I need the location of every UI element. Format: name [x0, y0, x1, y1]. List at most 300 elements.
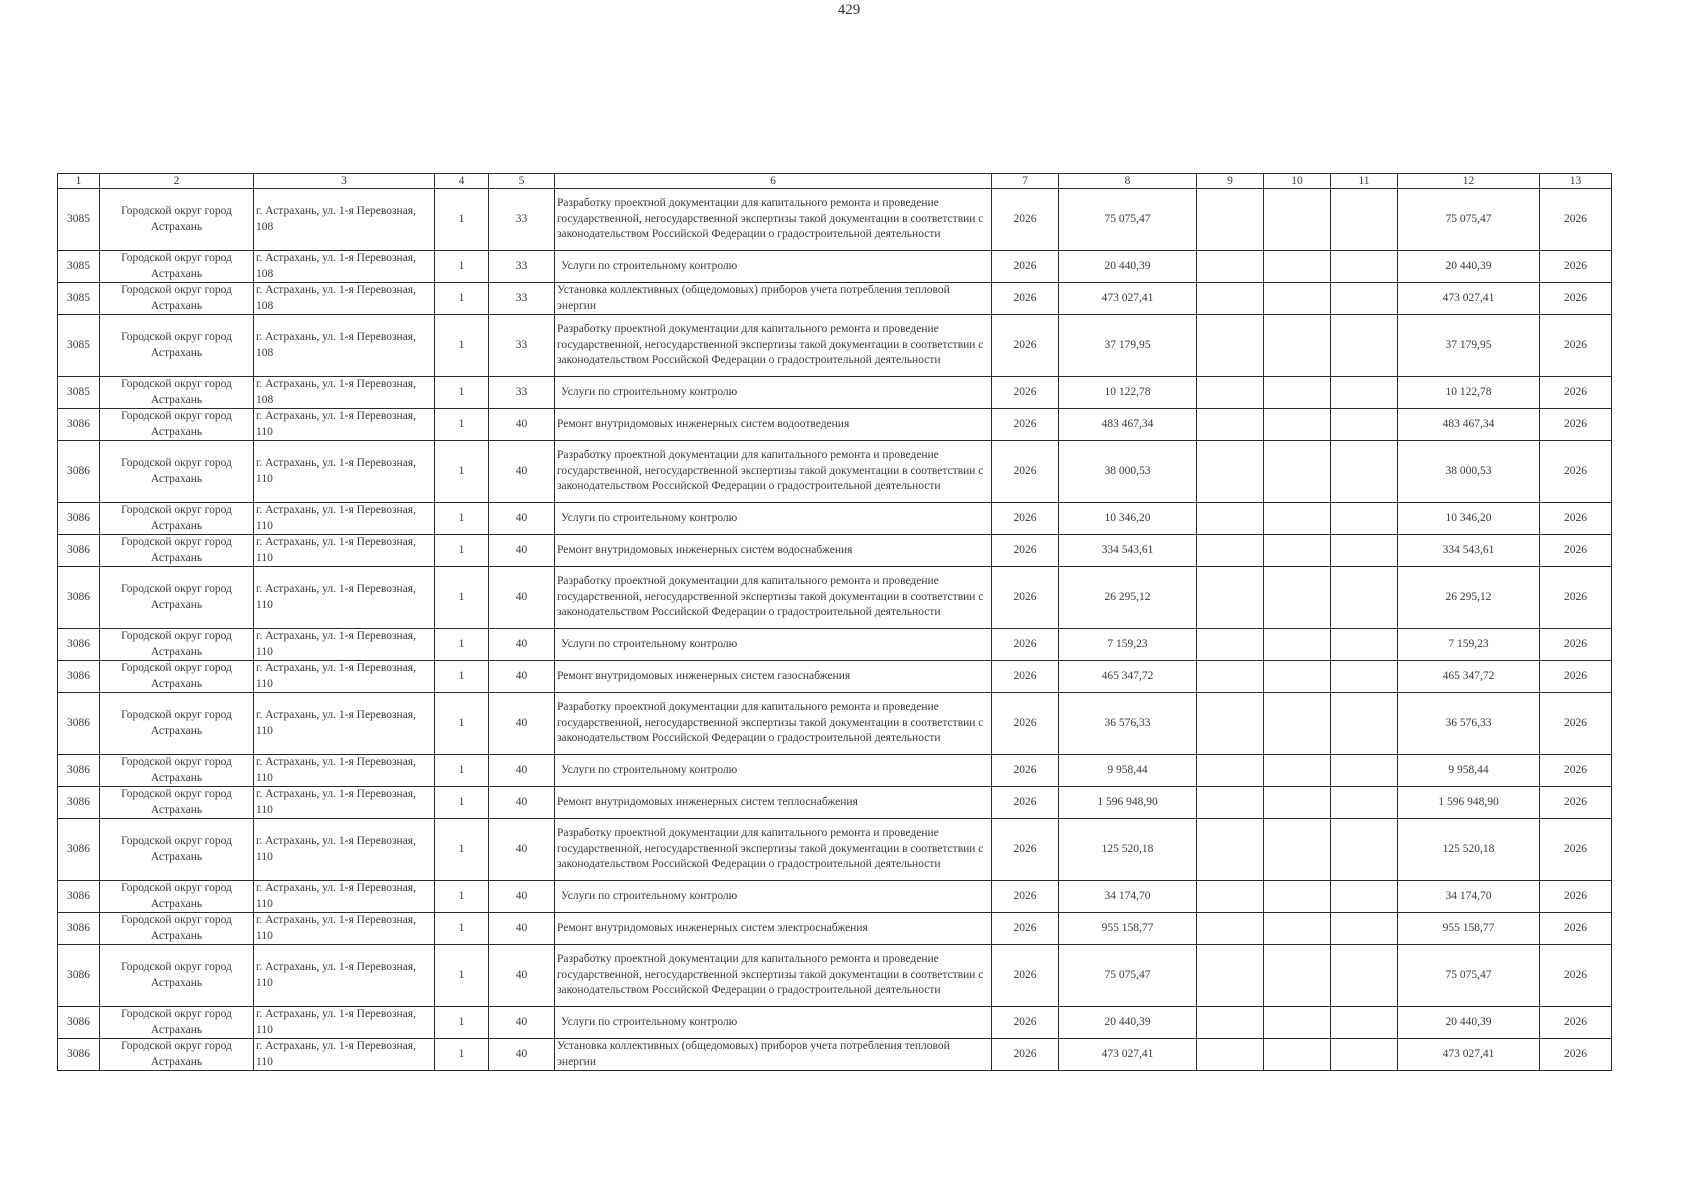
col5-cell: 40 — [489, 409, 555, 441]
col4-cell: 1 — [435, 189, 489, 251]
address-cell: г. Астрахань, ул. 1-я Перевозная, 110 — [254, 629, 435, 661]
work-type-cell: Разработку проектной документации для капитального ремонта и проведение государственной, негосударственной экспертизы такой документации в соответствии с законодательством Российской Федерации о градостроительной деятельности — [555, 189, 992, 251]
municipality-cell: Городской округ город Астрахань — [100, 315, 254, 377]
year-cell: 2026 — [992, 881, 1059, 913]
work-type-cell: Установка коллективных (общедомовых) приборов учета потребления тепловой энергии — [555, 1039, 992, 1071]
year-end-cell: 2026 — [1540, 441, 1612, 503]
year-cell: 2026 — [992, 755, 1059, 787]
work-type-cell: Услуги по строительному контролю — [555, 881, 992, 913]
col4-cell: 1 — [435, 1007, 489, 1039]
cost-cell: 38 000,53 — [1059, 441, 1197, 503]
total-cell: 36 576,33 — [1398, 693, 1540, 755]
row-id-cell: 3086 — [58, 661, 100, 693]
year-cell: 2026 — [992, 251, 1059, 283]
col10-cell — [1264, 629, 1331, 661]
col9-cell — [1197, 819, 1264, 881]
address-cell: г. Астрахань, ул. 1-я Перевозная, 110 — [254, 755, 435, 787]
row-id-cell: 3086 — [58, 693, 100, 755]
year-end-cell: 2026 — [1540, 189, 1612, 251]
column-header: 4 — [435, 174, 489, 189]
col5-cell: 40 — [489, 661, 555, 693]
work-type-cell: Разработку проектной документации для капитального ремонта и проведение государственной, негосударственной экспертизы такой документации в соответствии с законодательством Российской Федерации о градостроительной деятельности — [555, 945, 992, 1007]
table-row — [58, 251, 1612, 283]
year-end-cell: 2026 — [1540, 629, 1612, 661]
row-id-cell: 3086 — [58, 629, 100, 661]
municipality-cell: Городской округ город Астрахань — [100, 913, 254, 945]
col11-cell — [1331, 1039, 1398, 1071]
col9-cell — [1197, 315, 1264, 377]
col4-cell: 1 — [435, 503, 489, 535]
address-cell: г. Астрахань, ул. 1-я Перевозная, 108 — [254, 251, 435, 283]
col11-cell — [1331, 661, 1398, 693]
col5-cell: 40 — [489, 881, 555, 913]
total-cell: 483 467,34 — [1398, 409, 1540, 441]
municipality-cell: Городской округ город Астрахань — [100, 503, 254, 535]
column-header: 5 — [489, 174, 555, 189]
col10-cell — [1264, 1039, 1331, 1071]
year-end-cell: 2026 — [1540, 409, 1612, 441]
municipality-cell: Городской округ город Астрахань — [100, 283, 254, 315]
total-cell: 125 520,18 — [1398, 819, 1540, 881]
col9-cell — [1197, 881, 1264, 913]
total-cell: 37 179,95 — [1398, 315, 1540, 377]
year-end-cell: 2026 — [1540, 251, 1612, 283]
municipality-cell: Городской округ город Астрахань — [100, 1007, 254, 1039]
cost-cell: 36 576,33 — [1059, 693, 1197, 755]
work-type-cell: Разработку проектной документации для капитального ремонта и проведение государственной, негосударственной экспертизы такой документации в соответствии с законодательством Российской Федерации о градостроительной деятельности — [555, 693, 992, 755]
row-id-cell: 3086 — [58, 535, 100, 567]
address-cell: г. Астрахань, ул. 1-я Перевозная, 110 — [254, 881, 435, 913]
year-cell: 2026 — [992, 315, 1059, 377]
col11-cell — [1331, 881, 1398, 913]
year-end-cell: 2026 — [1540, 283, 1612, 315]
year-end-cell: 2026 — [1540, 661, 1612, 693]
col4-cell: 1 — [435, 535, 489, 567]
column-header: 11 — [1331, 174, 1398, 189]
year-cell: 2026 — [992, 1007, 1059, 1039]
col10-cell — [1264, 283, 1331, 315]
address-cell: г. Астрахань, ул. 1-я Перевозная, 110 — [254, 819, 435, 881]
col4-cell: 1 — [435, 409, 489, 441]
work-type-cell: Услуги по строительному контролю — [555, 755, 992, 787]
col10-cell — [1264, 315, 1331, 377]
cost-cell: 955 158,77 — [1059, 913, 1197, 945]
col9-cell — [1197, 251, 1264, 283]
col5-cell: 40 — [489, 819, 555, 881]
table-body — [58, 189, 1612, 1071]
col5-cell: 40 — [489, 787, 555, 819]
col5-cell: 33 — [489, 315, 555, 377]
col11-cell — [1331, 441, 1398, 503]
total-cell: 955 158,77 — [1398, 913, 1540, 945]
year-end-cell: 2026 — [1540, 315, 1612, 377]
year-cell: 2026 — [992, 1039, 1059, 1071]
municipality-cell: Городской округ город Астрахань — [100, 881, 254, 913]
col5-cell: 40 — [489, 913, 555, 945]
work-type-cell: Ремонт внутридомовых инженерных систем водоотведения — [555, 409, 992, 441]
year-cell: 2026 — [992, 503, 1059, 535]
total-cell: 465 347,72 — [1398, 661, 1540, 693]
row-id-cell: 3086 — [58, 1007, 100, 1039]
total-cell: 10 346,20 — [1398, 503, 1540, 535]
column-header: 10 — [1264, 174, 1331, 189]
col9-cell — [1197, 661, 1264, 693]
table-row — [58, 755, 1612, 787]
cost-cell: 465 347,72 — [1059, 661, 1197, 693]
cost-cell: 75 075,47 — [1059, 945, 1197, 1007]
municipality-cell: Городской округ город Астрахань — [100, 693, 254, 755]
col4-cell: 1 — [435, 377, 489, 409]
municipality-cell: Городской округ город Астрахань — [100, 945, 254, 1007]
year-cell: 2026 — [992, 441, 1059, 503]
col11-cell — [1331, 755, 1398, 787]
address-cell: г. Астрахань, ул. 1-я Перевозная, 110 — [254, 567, 435, 629]
year-end-cell: 2026 — [1540, 1039, 1612, 1071]
work-type-cell: Разработку проектной документации для капитального ремонта и проведение государственной, негосударственной экспертизы такой документации в соответствии с законодательством Российской Федерации о градостроительной деятельности — [555, 441, 992, 503]
total-cell: 20 440,39 — [1398, 1007, 1540, 1039]
address-cell: г. Астрахань, ул. 1-я Перевозная, 108 — [254, 315, 435, 377]
cost-cell: 10 122,78 — [1059, 377, 1197, 409]
col9-cell — [1197, 535, 1264, 567]
total-cell: 20 440,39 — [1398, 251, 1540, 283]
col10-cell — [1264, 503, 1331, 535]
table-row — [58, 693, 1612, 755]
year-cell: 2026 — [992, 945, 1059, 1007]
row-id-cell: 3086 — [58, 441, 100, 503]
row-id-cell: 3086 — [58, 819, 100, 881]
table-row — [58, 1007, 1612, 1039]
cost-cell: 20 440,39 — [1059, 251, 1197, 283]
total-cell: 473 027,41 — [1398, 283, 1540, 315]
col4-cell: 1 — [435, 913, 489, 945]
col9-cell — [1197, 409, 1264, 441]
col10-cell — [1264, 251, 1331, 283]
cost-cell: 26 295,12 — [1059, 567, 1197, 629]
col9-cell — [1197, 629, 1264, 661]
col9-cell — [1197, 755, 1264, 787]
col11-cell — [1331, 945, 1398, 1007]
col10-cell — [1264, 755, 1331, 787]
cost-cell: 7 159,23 — [1059, 629, 1197, 661]
col4-cell: 1 — [435, 1039, 489, 1071]
address-cell: г. Астрахань, ул. 1-я Перевозная, 108 — [254, 283, 435, 315]
year-cell: 2026 — [992, 629, 1059, 661]
col9-cell — [1197, 567, 1264, 629]
address-cell: г. Астрахань, ул. 1-я Перевозная, 110 — [254, 913, 435, 945]
col11-cell — [1331, 693, 1398, 755]
row-id-cell: 3086 — [58, 409, 100, 441]
col11-cell — [1331, 409, 1398, 441]
table-row — [58, 661, 1612, 693]
year-end-cell: 2026 — [1540, 377, 1612, 409]
row-id-cell: 3085 — [58, 251, 100, 283]
row-id-cell: 3086 — [58, 755, 100, 787]
col5-cell: 40 — [489, 693, 555, 755]
col5-cell: 40 — [489, 1039, 555, 1071]
year-cell: 2026 — [992, 693, 1059, 755]
work-type-cell: Ремонт внутридомовых инженерных систем электроснабжения — [555, 913, 992, 945]
column-header: 8 — [1059, 174, 1197, 189]
address-cell: г. Астрахань, ул. 1-я Перевозная, 110 — [254, 503, 435, 535]
col5-cell: 40 — [489, 1007, 555, 1039]
col9-cell — [1197, 441, 1264, 503]
col11-cell — [1331, 503, 1398, 535]
col11-cell — [1331, 567, 1398, 629]
year-cell: 2026 — [992, 567, 1059, 629]
row-id-cell: 3085 — [58, 283, 100, 315]
col5-cell: 33 — [489, 283, 555, 315]
col4-cell: 1 — [435, 661, 489, 693]
row-id-cell: 3085 — [58, 315, 100, 377]
col4-cell: 1 — [435, 755, 489, 787]
work-type-cell: Разработку проектной документации для капитального ремонта и проведение государственной, негосударственной экспертизы такой документации в соответствии с законодательством Российской Федерации о градостроительной деятельности — [555, 567, 992, 629]
year-cell: 2026 — [992, 409, 1059, 441]
col11-cell — [1331, 629, 1398, 661]
address-cell: г. Астрахань, ул. 1-я Перевозная, 110 — [254, 787, 435, 819]
total-cell: 34 174,70 — [1398, 881, 1540, 913]
year-cell: 2026 — [992, 819, 1059, 881]
row-id-cell: 3086 — [58, 567, 100, 629]
address-cell: г. Астрахань, ул. 1-я Перевозная, 108 — [254, 377, 435, 409]
table-row — [58, 881, 1612, 913]
table-row — [58, 503, 1612, 535]
cost-cell: 10 346,20 — [1059, 503, 1197, 535]
col4-cell: 1 — [435, 283, 489, 315]
total-cell: 75 075,47 — [1398, 189, 1540, 251]
col4-cell: 1 — [435, 567, 489, 629]
address-cell: г. Астрахань, ул. 1-я Перевозная, 110 — [254, 1007, 435, 1039]
row-id-cell: 3086 — [58, 913, 100, 945]
col4-cell: 1 — [435, 629, 489, 661]
municipality-cell: Городской округ город Астрахань — [100, 1039, 254, 1071]
register-table — [57, 173, 1612, 1071]
year-end-cell: 2026 — [1540, 945, 1612, 1007]
col10-cell — [1264, 409, 1331, 441]
year-end-cell: 2026 — [1540, 503, 1612, 535]
address-cell: г. Астрахань, ул. 1-я Перевозная, 110 — [254, 945, 435, 1007]
cost-cell: 1 596 948,90 — [1059, 787, 1197, 819]
work-type-cell: Услуги по строительному контролю — [555, 377, 992, 409]
col11-cell — [1331, 189, 1398, 251]
address-cell: г. Астрахань, ул. 1-я Перевозная, 108 — [254, 189, 435, 251]
col4-cell: 1 — [435, 881, 489, 913]
col5-cell: 33 — [489, 377, 555, 409]
page-number: 429 — [837, 2, 861, 18]
table-row — [58, 567, 1612, 629]
col11-cell — [1331, 251, 1398, 283]
header-row — [58, 174, 1612, 189]
col9-cell — [1197, 787, 1264, 819]
total-cell: 75 075,47 — [1398, 945, 1540, 1007]
col10-cell — [1264, 819, 1331, 881]
col5-cell: 40 — [489, 567, 555, 629]
col9-cell — [1197, 1039, 1264, 1071]
year-cell: 2026 — [992, 535, 1059, 567]
year-end-cell: 2026 — [1540, 819, 1612, 881]
row-id-cell: 3086 — [58, 1039, 100, 1071]
col10-cell — [1264, 693, 1331, 755]
column-header: 9 — [1197, 174, 1264, 189]
col5-cell: 40 — [489, 629, 555, 661]
col4-cell: 1 — [435, 315, 489, 377]
col4-cell: 1 — [435, 787, 489, 819]
cost-cell: 37 179,95 — [1059, 315, 1197, 377]
cost-cell: 20 440,39 — [1059, 1007, 1197, 1039]
municipality-cell: Городской округ город Астрахань — [100, 567, 254, 629]
total-cell: 38 000,53 — [1398, 441, 1540, 503]
col4-cell: 1 — [435, 693, 489, 755]
cost-cell: 473 027,41 — [1059, 283, 1197, 315]
col10-cell — [1264, 881, 1331, 913]
municipality-cell: Городской округ город Астрахань — [100, 629, 254, 661]
col5-cell: 40 — [489, 755, 555, 787]
table-row — [58, 629, 1612, 661]
municipality-cell: Городской округ город Астрахань — [100, 189, 254, 251]
table-row — [58, 1039, 1612, 1071]
year-end-cell: 2026 — [1540, 535, 1612, 567]
row-id-cell: 3085 — [58, 189, 100, 251]
column-header: 12 — [1398, 174, 1540, 189]
col9-cell — [1197, 693, 1264, 755]
work-type-cell: Разработку проектной документации для капитального ремонта и проведение государственной, негосударственной экспертизы такой документации в соответствии с законодательством Российской Федерации о градостроительной деятельности — [555, 315, 992, 377]
col9-cell — [1197, 377, 1264, 409]
col10-cell — [1264, 945, 1331, 1007]
row-id-cell: 3085 — [58, 377, 100, 409]
year-end-cell: 2026 — [1540, 1007, 1612, 1039]
cost-cell: 334 543,61 — [1059, 535, 1197, 567]
work-type-cell: Услуги по строительному контролю — [555, 503, 992, 535]
row-id-cell: 3086 — [58, 503, 100, 535]
table-row — [58, 409, 1612, 441]
col5-cell: 40 — [489, 945, 555, 1007]
total-cell: 473 027,41 — [1398, 1039, 1540, 1071]
col5-cell: 40 — [489, 441, 555, 503]
municipality-cell: Городской округ город Астрахань — [100, 661, 254, 693]
table-row — [58, 441, 1612, 503]
work-type-cell: Разработку проектной документации для капитального ремонта и проведение государственной, негосударственной экспертизы такой документации в соответствии с законодательством Российской Федерации о градостроительной деятельности — [555, 819, 992, 881]
column-header: 6 — [555, 174, 992, 189]
cost-cell: 75 075,47 — [1059, 189, 1197, 251]
total-cell: 1 596 948,90 — [1398, 787, 1540, 819]
col4-cell: 1 — [435, 251, 489, 283]
cost-cell: 125 520,18 — [1059, 819, 1197, 881]
col9-cell — [1197, 283, 1264, 315]
year-end-cell: 2026 — [1540, 567, 1612, 629]
col9-cell — [1197, 1007, 1264, 1039]
cost-cell: 473 027,41 — [1059, 1039, 1197, 1071]
col5-cell: 40 — [489, 535, 555, 567]
col4-cell: 1 — [435, 945, 489, 1007]
year-cell: 2026 — [992, 377, 1059, 409]
column-header: 7 — [992, 174, 1059, 189]
col9-cell — [1197, 189, 1264, 251]
column-header: 1 — [58, 174, 100, 189]
col5-cell: 33 — [489, 251, 555, 283]
cost-cell: 483 467,34 — [1059, 409, 1197, 441]
year-end-cell: 2026 — [1540, 755, 1612, 787]
total-cell: 10 122,78 — [1398, 377, 1540, 409]
col10-cell — [1264, 535, 1331, 567]
col10-cell — [1264, 787, 1331, 819]
column-header: 2 — [100, 174, 254, 189]
col5-cell: 33 — [489, 189, 555, 251]
col11-cell — [1331, 787, 1398, 819]
col9-cell — [1197, 503, 1264, 535]
municipality-cell: Городской округ город Астрахань — [100, 819, 254, 881]
table-row — [58, 787, 1612, 819]
work-type-cell: Услуги по строительному контролю — [555, 629, 992, 661]
table-row — [58, 819, 1612, 881]
work-type-cell: Ремонт внутридомовых инженерных систем теплоснабжения — [555, 787, 992, 819]
col10-cell — [1264, 661, 1331, 693]
row-id-cell: 3086 — [58, 881, 100, 913]
total-cell: 9 958,44 — [1398, 755, 1540, 787]
address-cell: г. Астрахань, ул. 1-я Перевозная, 110 — [254, 409, 435, 441]
col9-cell — [1197, 913, 1264, 945]
work-type-cell: Ремонт внутридомовых инженерных систем водоснабжения — [555, 535, 992, 567]
table-row — [58, 945, 1612, 1007]
year-end-cell: 2026 — [1540, 881, 1612, 913]
total-cell: 26 295,12 — [1398, 567, 1540, 629]
year-end-cell: 2026 — [1540, 693, 1612, 755]
municipality-cell: Городской округ город Астрахань — [100, 377, 254, 409]
municipality-cell: Городской округ город Астрахань — [100, 441, 254, 503]
cost-cell: 34 174,70 — [1059, 881, 1197, 913]
column-header: 13 — [1540, 174, 1612, 189]
col11-cell — [1331, 377, 1398, 409]
table-row — [58, 535, 1612, 567]
municipality-cell: Городской округ город Астрахань — [100, 535, 254, 567]
col4-cell: 1 — [435, 441, 489, 503]
table-row — [58, 913, 1612, 945]
col5-cell: 40 — [489, 503, 555, 535]
address-cell: г. Астрахань, ул. 1-я Перевозная, 110 — [254, 661, 435, 693]
table-row — [58, 189, 1612, 251]
col11-cell — [1331, 819, 1398, 881]
year-cell: 2026 — [992, 283, 1059, 315]
col10-cell — [1264, 1007, 1331, 1039]
address-cell: г. Астрахань, ул. 1-я Перевозная, 110 — [254, 693, 435, 755]
col10-cell — [1264, 913, 1331, 945]
col11-cell — [1331, 1007, 1398, 1039]
work-type-cell: Услуги по строительному контролю — [555, 251, 992, 283]
year-cell: 2026 — [992, 787, 1059, 819]
year-cell: 2026 — [992, 661, 1059, 693]
year-cell: 2026 — [992, 913, 1059, 945]
row-id-cell: 3086 — [58, 945, 100, 1007]
column-header: 3 — [254, 174, 435, 189]
table-row — [58, 377, 1612, 409]
col10-cell — [1264, 377, 1331, 409]
col10-cell — [1264, 441, 1331, 503]
col11-cell — [1331, 913, 1398, 945]
work-type-cell: Услуги по строительному контролю — [555, 1007, 992, 1039]
municipality-cell: Городской округ город Астрахань — [100, 409, 254, 441]
work-type-cell: Установка коллективных (общедомовых) приборов учета потребления тепловой энергии — [555, 283, 992, 315]
col10-cell — [1264, 567, 1331, 629]
total-cell: 7 159,23 — [1398, 629, 1540, 661]
municipality-cell: Городской округ город Астрахань — [100, 251, 254, 283]
cost-cell: 9 958,44 — [1059, 755, 1197, 787]
table-row — [58, 283, 1612, 315]
year-end-cell: 2026 — [1540, 913, 1612, 945]
year-end-cell: 2026 — [1540, 787, 1612, 819]
col4-cell: 1 — [435, 819, 489, 881]
municipality-cell: Городской округ город Астрахань — [100, 787, 254, 819]
col11-cell — [1331, 283, 1398, 315]
address-cell: г. Астрахань, ул. 1-я Перевозная, 110 — [254, 535, 435, 567]
row-id-cell: 3086 — [58, 787, 100, 819]
